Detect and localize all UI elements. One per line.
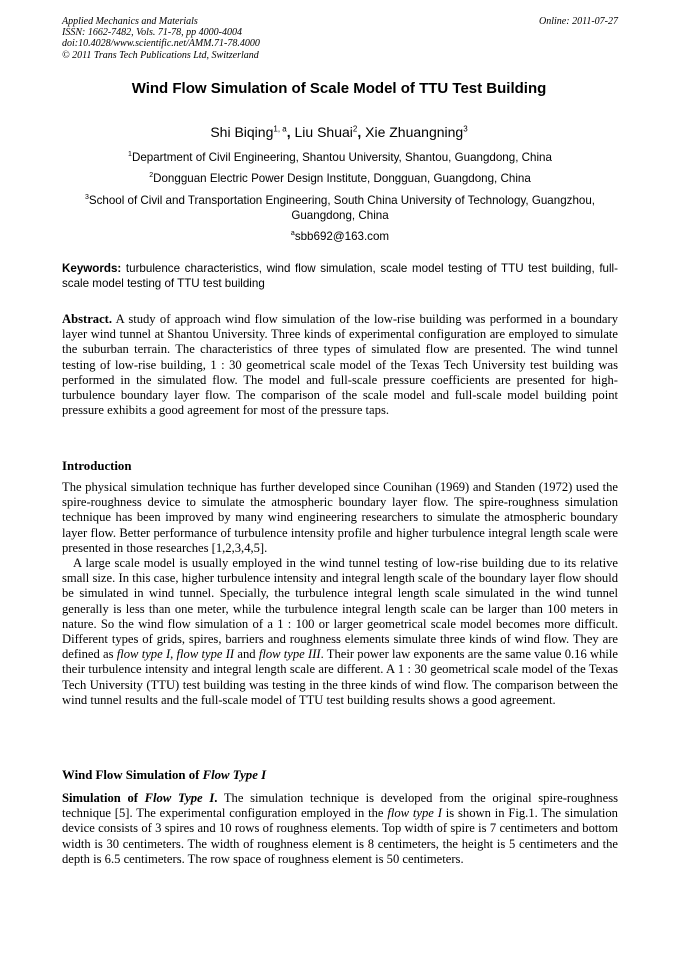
introduction-body <box>62 480 618 708</box>
italic-term: flow type II <box>176 647 235 662</box>
online-date: Online: 2011-07-27 <box>539 16 618 27</box>
section-heading-introduction: Introduction <box>62 459 132 473</box>
subheading-text: Simulation of <box>62 791 145 805</box>
paragraph <box>62 791 618 867</box>
affiliation-marker: 3 <box>84 194 89 202</box>
affiliation-3 <box>62 193 618 223</box>
paragraph <box>62 556 618 708</box>
heading-italic: Flow Type I <box>202 768 267 782</box>
paragraph-text: and <box>234 647 259 662</box>
author-list <box>30 124 648 140</box>
author-name: Shi Biqing <box>210 124 274 140</box>
journal-header <box>62 16 618 61</box>
copyright-line: © 2011 Trans Tech Publications Ltd, Switzerland <box>62 49 259 61</box>
email-marker: a <box>290 230 295 238</box>
paper-title: Wind Flow Simulation of Scale Model of TTU Test Building <box>131 80 547 97</box>
abstract-text: A study of approach wind flow simulation of the low-rise building was performed in a boundary layer wind tunnel at Shantou University. Three kinds of experimental configuration are employed to simulate the suburban terrain. The characteristics of three types of simulated flow are presented. The wind tunnel testing of low-rise building, 1 : 30 geometrical scale model of the Texas Tech University test building was performed in the simulated flow. The model and full-scale pressure coefficients are presented for high-turbulence boundary layer flow. The comparison of the scale model and full-scale model building point pressure exhibits a good agreement for most of the pressure taps. <box>62 312 618 418</box>
paragraph-text: , <box>170 647 177 662</box>
affiliation-text: School of Civil and Transportation Engineering, South China University of Technology, Guangzhou, Guangdong, China <box>88 194 596 222</box>
affiliation-marker: 1 <box>128 151 132 159</box>
subheading-text: . <box>214 791 218 805</box>
affiliation-text: Department of Civil Engineering, Shantou University, Shantou, Guangdong, China <box>131 151 552 164</box>
author-superscript: 3 <box>463 124 468 134</box>
journal-name: Applied Mechanics and Materials <box>62 16 198 27</box>
paragraph-text: is shown in Fig.1. The simulation device consists of 3 spires and 10 rows of roughness elements. Top width of spire is 7 centimeters and bottom width is 30 centimeters. The width of roughness element is 8 centimeters, the height is 5 centimeters and the depth is 6.5 centimeters. The row space of roughness element is 50 centimeters. <box>62 806 618 866</box>
keywords-label: Keywords: <box>62 262 122 275</box>
issn-line: ISSN: 1662-7482, Vols. 71-78, pp 4000-4004 <box>62 27 242 39</box>
doi-line: doi:10.4028/www.scientific.net/AMM.71-78.4000 <box>62 38 260 50</box>
paragraph-text: The simulation technique is developed from the original spire-roughness technique [5]. The experimental configuration employed in the <box>62 791 618 821</box>
author-name: Liu Shuai <box>294 124 353 140</box>
author-separator: , <box>286 124 295 140</box>
section2-body <box>62 791 618 867</box>
abstract <box>62 312 618 418</box>
subheading-italic: Flow Type I <box>144 791 215 805</box>
affiliation-1 <box>62 150 618 165</box>
subheading <box>62 791 217 805</box>
section-heading-flow-type-i <box>62 768 618 783</box>
email-text: sbb692@163.com <box>294 230 390 243</box>
keywords <box>62 262 618 291</box>
italic-term: flow type III <box>258 647 321 662</box>
affiliation-text: Dongguan Electric Power Design Institute, Dongguan, Guangdong, China <box>153 172 531 185</box>
keywords-text: turbulence characteristics, wind flow simulation, scale model testing of TTU test building, full-scale model testing of TTU test building <box>62 262 618 290</box>
heading-text: Wind Flow Simulation of <box>62 768 203 782</box>
paragraph: The physical simulation technique has further developed since Counihan (1969) and Standen (1972) used the spire-roughness device to simulate the atmospheric boundary layer flow. The spire-roughness simulation technique has been improved by many wind engineering researchers to simulate the atmospheric boundary layer flow. Better performance of turbulence intensity profile and higher turbulence integral length scale were presented in those researches [1,2,3,4,5]. <box>62 480 618 555</box>
paragraph-text: . Their power law exponents are the same value 0.16 while their turbulence intensity and integral length scale are different. A 1 : 30 geometrical scale model of the Texas Tech University (TTU) test building was testing in the three kinds of wind flow. The comparison between the wind tunnel results and the full-scale model of TTU test building results shows a good agreement. <box>62 647 618 707</box>
italic-term: flow type I <box>116 647 171 662</box>
author-superscript: 2 <box>352 124 358 134</box>
affiliation-2 <box>62 171 618 186</box>
paragraph-text: A large scale model is usually employed in the wind tunnel testing of low-rise building due to its relative small size. In this case, higher turbulence intensity and integral length scale of the boundary layer flow should be simulated in wind tunnel. Specially, the turbulence integral length scale simulated in the wind tunnel generally is less than one meter, while the turbulence integral length scale can be larger than 100 meters in nature. So the wind flow simulation of a 1 : 100 or larger geometrical scale model becomes more difficult. Different types of grids, spires, barriers and roughness elements simulate three kinds of wind flow. They are defined as <box>62 556 618 662</box>
affiliation-marker: 2 <box>149 172 154 180</box>
author-email <box>62 229 618 244</box>
abstract-label: Abstract. <box>62 312 113 326</box>
author-separator: , <box>357 124 366 140</box>
author-name: Xie Zhuangning <box>365 124 464 140</box>
italic-term: flow type I <box>387 806 442 821</box>
author-superscript: 1, a <box>273 124 287 134</box>
